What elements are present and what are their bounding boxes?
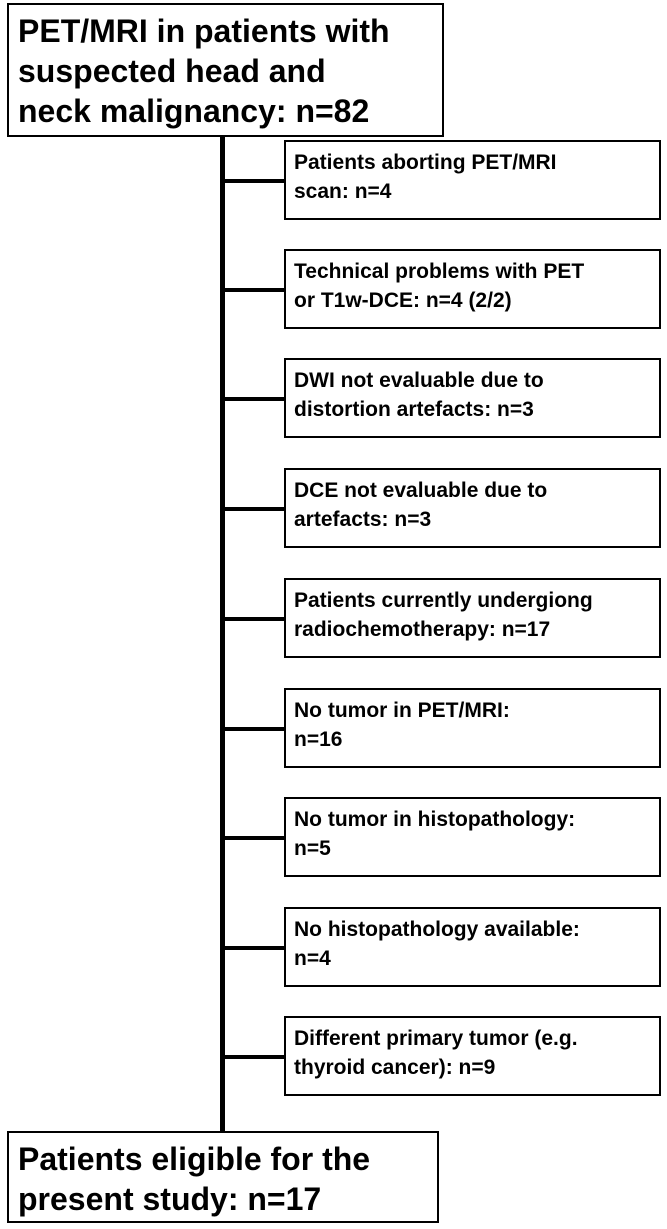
exclusion-text: Patients currently undergiong radiochemotherapy: n=17 <box>294 589 593 641</box>
exclusion-box <box>284 797 661 877</box>
connector-line <box>220 179 286 183</box>
connector-line <box>220 836 286 840</box>
exclusion-box <box>284 140 661 220</box>
exclusion-text: DWI not evaluable due to distortion artefacts: n=3 <box>294 369 544 421</box>
exclusion-text: Technical problems with PET or T1w-DCE: n=4 (2/2) <box>294 260 585 312</box>
initial-cohort-text: PET/MRI in patients with suspected head and neck malignancy: n=82 <box>18 13 390 129</box>
exclusion-text: No tumor in PET/MRI: n=16 <box>294 699 510 751</box>
exclusion-box <box>284 578 661 658</box>
connector-line <box>220 727 286 731</box>
connector-line <box>220 397 286 401</box>
exclusion-box <box>284 358 661 438</box>
connector-line <box>220 617 286 621</box>
connector-line <box>220 946 286 950</box>
exclusion-box <box>284 1016 661 1096</box>
exclusion-box <box>284 907 661 987</box>
exclusion-box <box>284 468 661 548</box>
exclusion-text: DCE not evaluable due to artefacts: n=3 <box>294 479 548 531</box>
exclusion-box <box>284 688 661 768</box>
exclusion-text: Different primary tumor (e.g. thyroid cancer): n=9 <box>294 1027 578 1079</box>
connector-line <box>220 1055 286 1059</box>
eligible-cohort-box <box>7 1131 439 1223</box>
eligible-cohort-text: Patients eligible for the present study: n=17 <box>18 1141 371 1217</box>
exclusion-text: No histopathology available: n=4 <box>294 918 580 970</box>
initial-cohort-box <box>7 3 444 137</box>
exclusion-text: Patients aborting PET/MRI scan: n=4 <box>294 151 557 203</box>
connector-line <box>220 507 286 511</box>
exclusion-text: No tumor in histopathology: n=5 <box>294 808 576 860</box>
connector-line <box>220 288 286 292</box>
main-flow-line <box>220 137 225 1133</box>
exclusion-box <box>284 249 661 329</box>
